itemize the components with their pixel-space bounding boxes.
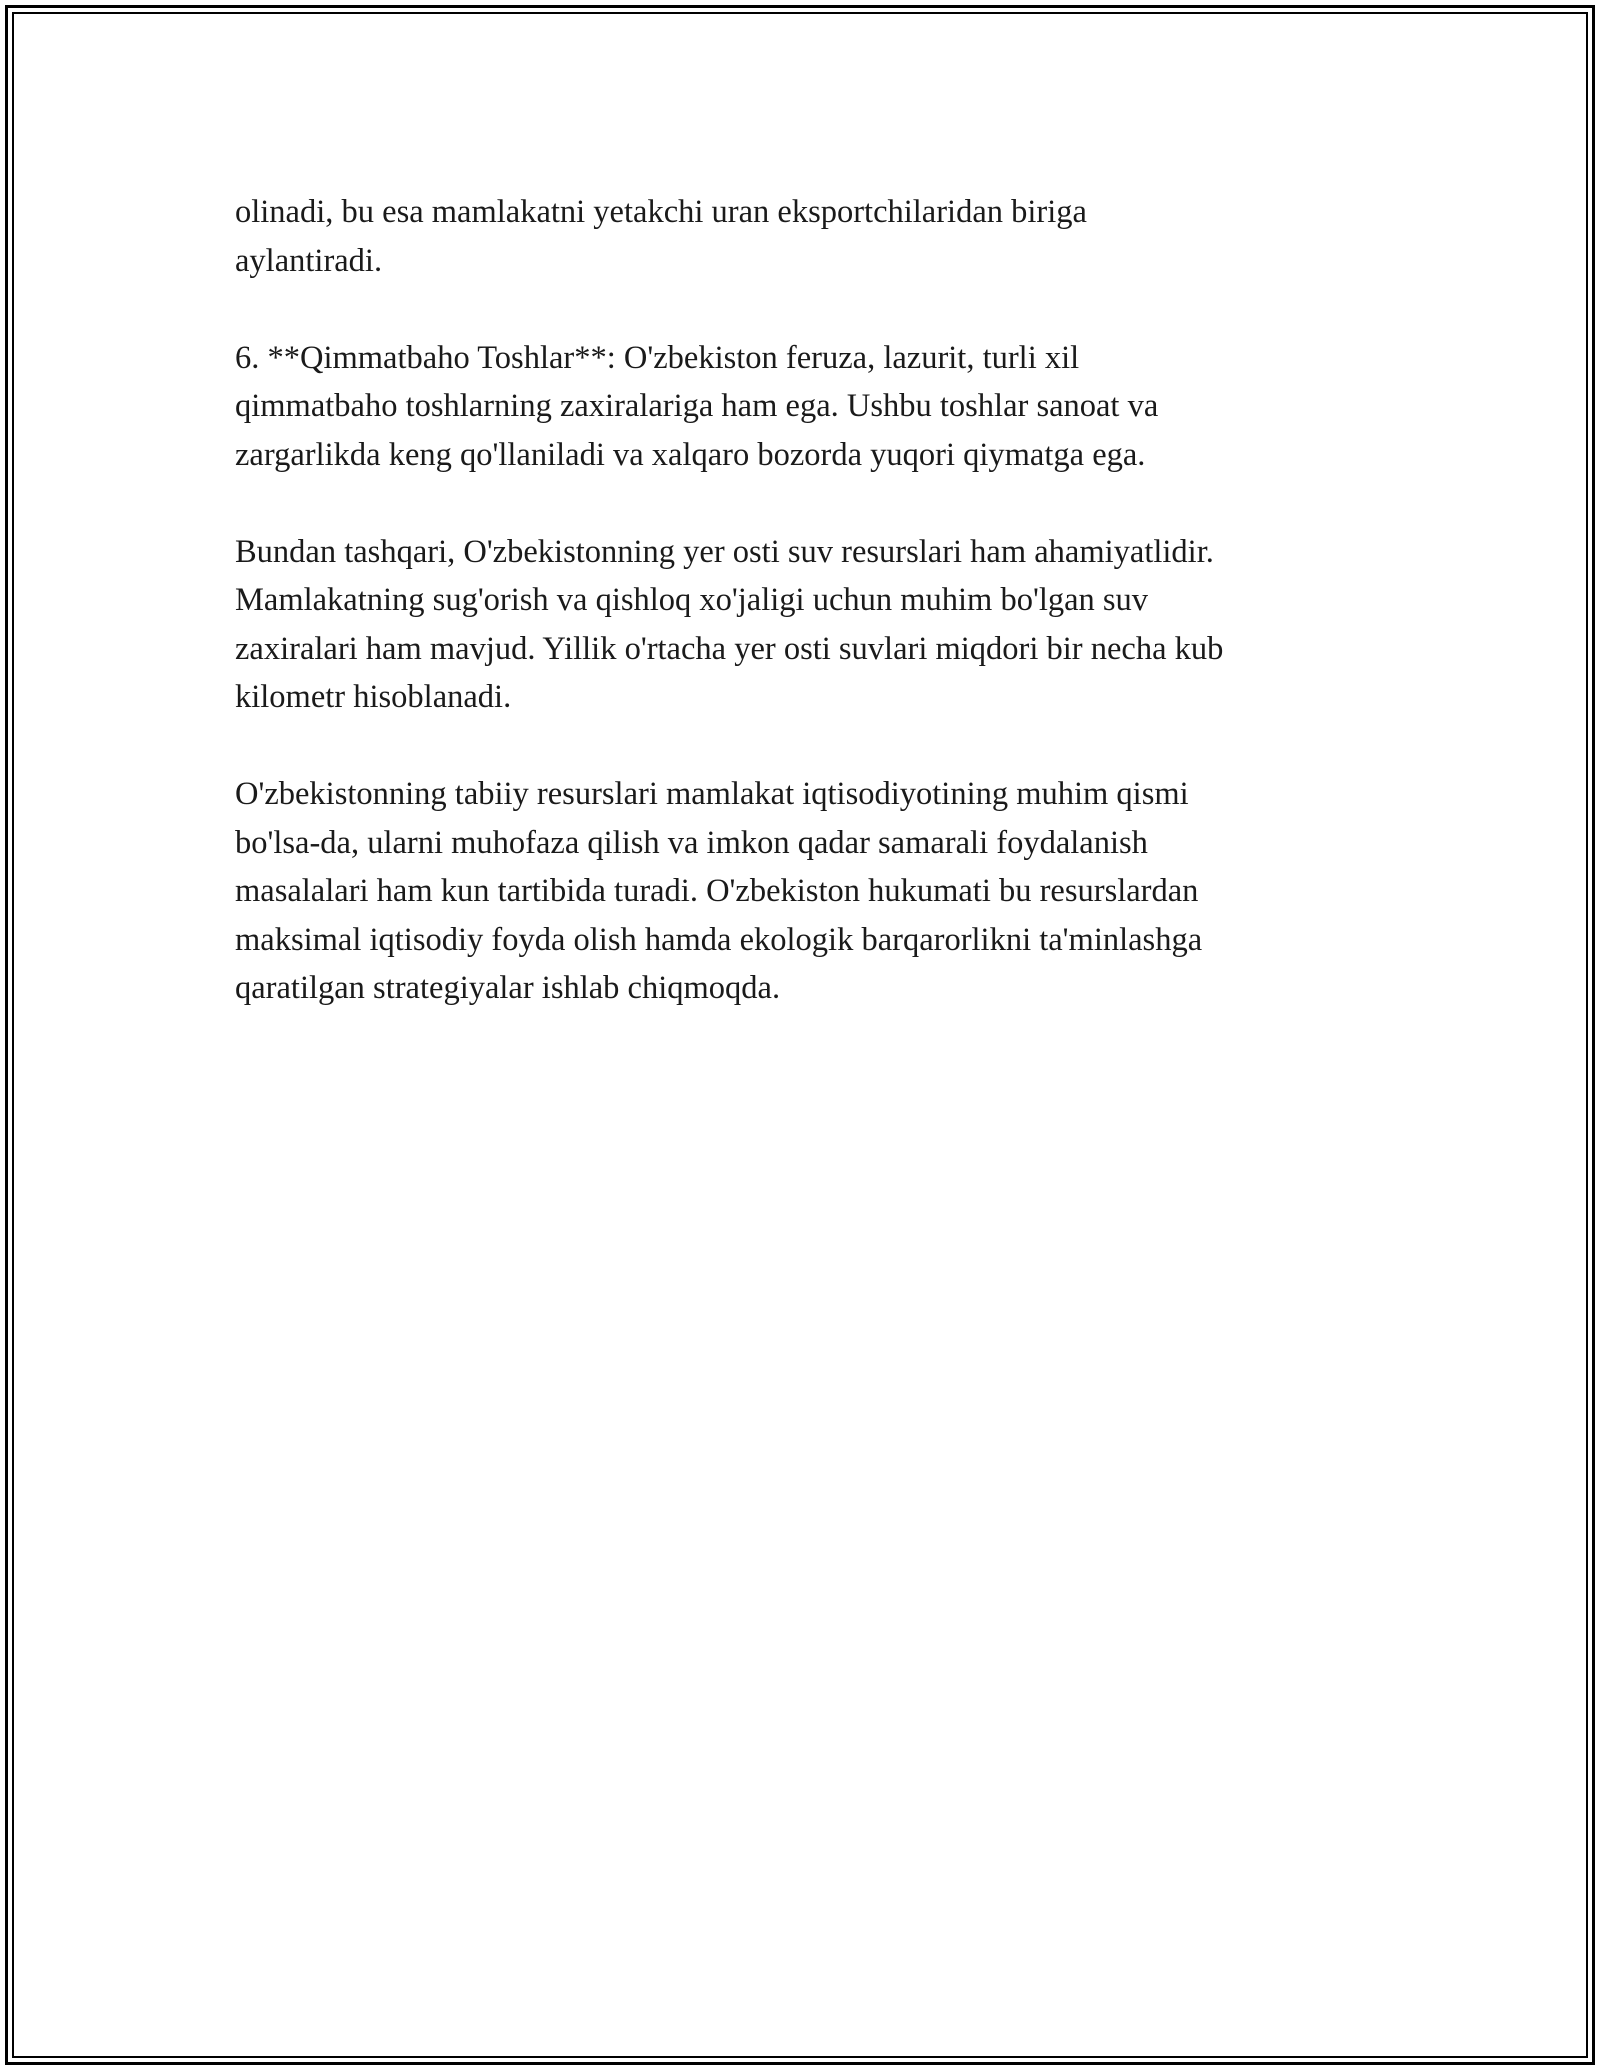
paragraph-conclusion: O'zbekistonning tabiiy resurslari mamlakat iqtisodiyotining muhim qismi bo'lsa-da, ularni muhofaza qilish va imkon qadar samarali foydalanish masalalari ham kun tartibida turadi. O'zbekiston hukumati bu resurslardan maksimal iqtisodiy foyda olish hamda ekologik barqarorlikni ta'minlashga qaratilgan strategiyalar ishlab chiqmoqda.: [235, 776, 1203, 1006]
paragraph-precious-stones: 6. **Qimmatbaho Toshlar**: O'zbekiston feruza, lazurit, turli xil qimmatbaho toshlarning zaxiralariga ham ega. Ushbu toshlar sanoat va zargarlikda keng qo'llaniladi va xalqaro bozorda yuqori qiymatga ega.: [235, 339, 1159, 473]
paragraph-groundwater: Bundan tashqari, O'zbekistonning yer osti suv resurslari ham ahamiyatlidir. Mamlakatning sug'orish va qishloq xo'jaligi uchun muhim bo'lgan suv zaxiralari ham mavjud. Yillik o'rtacha yer osti suvlari miqdori bir necha kub kilometr hisoblanadi.: [235, 533, 1224, 715]
paragraph-uranium-continuation: olinadi, bu esa mamlakatni yetakchi uran eksportchilaridan biriga aylantiradi.: [235, 194, 1087, 279]
document-body: [235, 188, 1375, 1061]
